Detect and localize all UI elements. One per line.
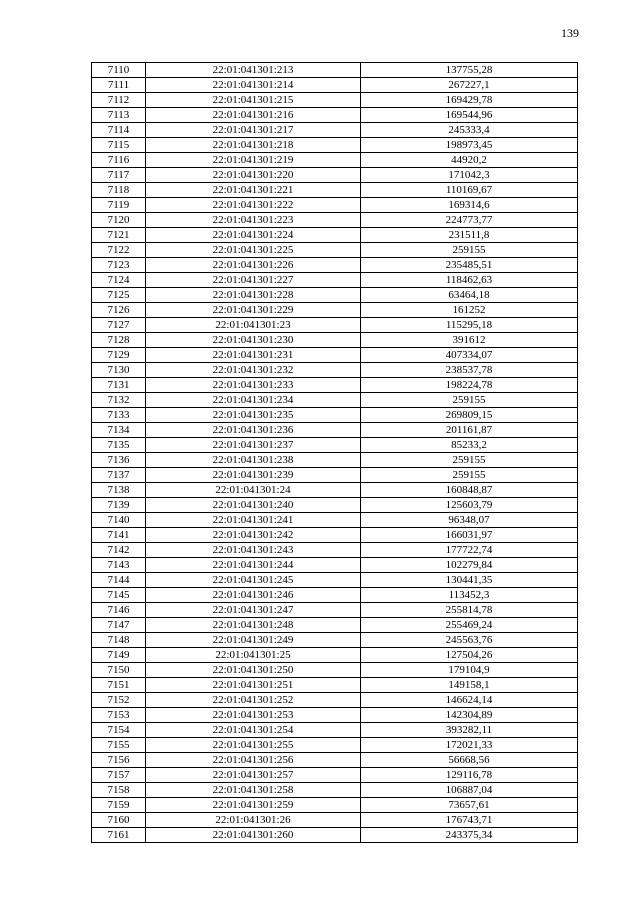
row-number-cell: 7150 xyxy=(92,663,146,678)
table-row xyxy=(92,318,578,333)
cadastral-number-cell: 22:01:041301:23 xyxy=(146,318,361,333)
value-cell: 96348,07 xyxy=(361,513,578,528)
row-number-cell: 7111 xyxy=(92,78,146,93)
table-row xyxy=(92,63,578,78)
row-number-cell: 7152 xyxy=(92,693,146,708)
cadastral-number-cell: 22:01:041301:231 xyxy=(146,348,361,363)
row-number-cell: 7118 xyxy=(92,183,146,198)
table-row xyxy=(92,783,578,798)
value-cell: 137755,28 xyxy=(361,63,578,78)
row-number-cell: 7125 xyxy=(92,288,146,303)
table-row xyxy=(92,333,578,348)
table-row xyxy=(92,678,578,693)
cadastral-number-cell: 22:01:041301:219 xyxy=(146,153,361,168)
cadastral-number-cell: 22:01:041301:244 xyxy=(146,558,361,573)
cadastral-number-cell: 22:01:041301:252 xyxy=(146,693,361,708)
table-row xyxy=(92,423,578,438)
value-cell: 85233,2 xyxy=(361,438,578,453)
table-row xyxy=(92,168,578,183)
cadastral-number-cell: 22:01:041301:227 xyxy=(146,273,361,288)
row-number-cell: 7133 xyxy=(92,408,146,423)
row-number-cell: 7127 xyxy=(92,318,146,333)
cadastral-number-cell: 22:01:041301:217 xyxy=(146,123,361,138)
row-number-cell: 7140 xyxy=(92,513,146,528)
row-number-cell: 7126 xyxy=(92,303,146,318)
row-number-cell: 7156 xyxy=(92,753,146,768)
row-number-cell: 7117 xyxy=(92,168,146,183)
row-number-cell: 7132 xyxy=(92,393,146,408)
cadastral-number-cell: 22:01:041301:241 xyxy=(146,513,361,528)
row-number-cell: 7138 xyxy=(92,483,146,498)
cadastral-number-cell: 22:01:041301:213 xyxy=(146,63,361,78)
page-number: 139 xyxy=(561,26,579,40)
table-row xyxy=(92,303,578,318)
table-row xyxy=(92,348,578,363)
table-row xyxy=(92,483,578,498)
table-row xyxy=(92,273,578,288)
cadastral-number-cell: 22:01:041301:226 xyxy=(146,258,361,273)
table-row xyxy=(92,198,578,213)
cadastral-number-cell: 22:01:041301:223 xyxy=(146,213,361,228)
row-number-cell: 7149 xyxy=(92,648,146,663)
table-row xyxy=(92,288,578,303)
value-cell: 110169,67 xyxy=(361,183,578,198)
table-row xyxy=(92,408,578,423)
cadastral-number-cell: 22:01:041301:260 xyxy=(146,828,361,843)
table-row xyxy=(92,768,578,783)
row-number-cell: 7114 xyxy=(92,123,146,138)
value-cell: 269809,15 xyxy=(361,408,578,423)
table-row xyxy=(92,213,578,228)
cadastral-number-cell: 22:01:041301:239 xyxy=(146,468,361,483)
cadastral-number-cell: 22:01:041301:229 xyxy=(146,303,361,318)
cadastral-number-cell: 22:01:041301:249 xyxy=(146,633,361,648)
row-number-cell: 7145 xyxy=(92,588,146,603)
cadastral-number-cell: 22:01:041301:224 xyxy=(146,228,361,243)
value-cell: 56668,56 xyxy=(361,753,578,768)
cadastral-number-cell: 22:01:041301:257 xyxy=(146,768,361,783)
value-cell: 407334,07 xyxy=(361,348,578,363)
table-row xyxy=(92,573,578,588)
table-row xyxy=(92,738,578,753)
cadastral-number-cell: 22:01:041301:24 xyxy=(146,483,361,498)
value-cell: 161252 xyxy=(361,303,578,318)
row-number-cell: 7115 xyxy=(92,138,146,153)
value-cell: 176743,71 xyxy=(361,813,578,828)
cadastral-number-cell: 22:01:041301:25 xyxy=(146,648,361,663)
value-cell: 102279,84 xyxy=(361,558,578,573)
table-row xyxy=(92,468,578,483)
row-number-cell: 7130 xyxy=(92,363,146,378)
row-number-cell: 7128 xyxy=(92,333,146,348)
value-cell: 106887,04 xyxy=(361,783,578,798)
row-number-cell: 7123 xyxy=(92,258,146,273)
cadastral-number-cell: 22:01:041301:248 xyxy=(146,618,361,633)
value-cell: 160848,87 xyxy=(361,483,578,498)
table-row xyxy=(92,228,578,243)
table-row xyxy=(92,123,578,138)
value-cell: 142304,89 xyxy=(361,708,578,723)
row-number-cell: 7139 xyxy=(92,498,146,513)
row-number-cell: 7142 xyxy=(92,543,146,558)
row-number-cell: 7113 xyxy=(92,108,146,123)
cadastral-number-cell: 22:01:041301:256 xyxy=(146,753,361,768)
value-cell: 171042,3 xyxy=(361,168,578,183)
row-number-cell: 7155 xyxy=(92,738,146,753)
row-number-cell: 7119 xyxy=(92,198,146,213)
table-row xyxy=(92,498,578,513)
cadastral-number-cell: 22:01:041301:246 xyxy=(146,588,361,603)
table-row xyxy=(92,663,578,678)
cadastral-number-cell: 22:01:041301:218 xyxy=(146,138,361,153)
cadastral-number-cell: 22:01:041301:225 xyxy=(146,243,361,258)
value-cell: 231511,8 xyxy=(361,228,578,243)
table-row xyxy=(92,363,578,378)
value-cell: 243375,34 xyxy=(361,828,578,843)
cadastral-number-cell: 22:01:041301:255 xyxy=(146,738,361,753)
row-number-cell: 7135 xyxy=(92,438,146,453)
table-row xyxy=(92,183,578,198)
value-cell: 118462,63 xyxy=(361,273,578,288)
row-number-cell: 7159 xyxy=(92,798,146,813)
cadastral-number-cell: 22:01:041301:259 xyxy=(146,798,361,813)
cadastral-number-cell: 22:01:041301:245 xyxy=(146,573,361,588)
value-cell: 255469,24 xyxy=(361,618,578,633)
cadastral-number-cell: 22:01:041301:230 xyxy=(146,333,361,348)
cadastral-number-cell: 22:01:041301:237 xyxy=(146,438,361,453)
table-row xyxy=(92,513,578,528)
row-number-cell: 7122 xyxy=(92,243,146,258)
table-row xyxy=(92,243,578,258)
value-cell: 73657,61 xyxy=(361,798,578,813)
row-number-cell: 7137 xyxy=(92,468,146,483)
table-row xyxy=(92,753,578,768)
table-row xyxy=(92,693,578,708)
table-row xyxy=(92,393,578,408)
table-row xyxy=(92,648,578,663)
value-cell: 169544,96 xyxy=(361,108,578,123)
value-cell: 172021,33 xyxy=(361,738,578,753)
cadastral-number-cell: 22:01:041301:254 xyxy=(146,723,361,738)
cadastral-number-cell: 22:01:041301:221 xyxy=(146,183,361,198)
value-cell: 393282,11 xyxy=(361,723,578,738)
value-cell: 259155 xyxy=(361,243,578,258)
cadastral-number-cell: 22:01:041301:250 xyxy=(146,663,361,678)
cadastral-number-cell: 22:01:041301:216 xyxy=(146,108,361,123)
table-row xyxy=(92,153,578,168)
cadastral-number-cell: 22:01:041301:253 xyxy=(146,708,361,723)
row-number-cell: 7146 xyxy=(92,603,146,618)
cadastral-number-cell: 22:01:041301:247 xyxy=(146,603,361,618)
row-number-cell: 7143 xyxy=(92,558,146,573)
row-number-cell: 7154 xyxy=(92,723,146,738)
table-row xyxy=(92,708,578,723)
value-cell: 44920,2 xyxy=(361,153,578,168)
value-cell: 169314,6 xyxy=(361,198,578,213)
cadastral-number-cell: 22:01:041301:238 xyxy=(146,453,361,468)
value-cell: 125603,79 xyxy=(361,498,578,513)
value-cell: 169429,78 xyxy=(361,93,578,108)
cadastral-number-cell: 22:01:041301:215 xyxy=(146,93,361,108)
table-body xyxy=(92,63,578,843)
table-row xyxy=(92,108,578,123)
value-cell: 179104,9 xyxy=(361,663,578,678)
row-number-cell: 7144 xyxy=(92,573,146,588)
table-row xyxy=(92,633,578,648)
table-row xyxy=(92,93,578,108)
row-number-cell: 7121 xyxy=(92,228,146,243)
value-cell: 245563,76 xyxy=(361,633,578,648)
value-cell: 115295,18 xyxy=(361,318,578,333)
cadastral-number-cell: 22:01:041301:242 xyxy=(146,528,361,543)
cadastral-number-cell: 22:01:041301:228 xyxy=(146,288,361,303)
value-cell: 198973,45 xyxy=(361,138,578,153)
row-number-cell: 7110 xyxy=(92,63,146,78)
table-row xyxy=(92,78,578,93)
table-row xyxy=(92,813,578,828)
value-cell: 127504,26 xyxy=(361,648,578,663)
value-cell: 166031,97 xyxy=(361,528,578,543)
cadastral-number-cell: 22:01:041301:222 xyxy=(146,198,361,213)
row-number-cell: 7157 xyxy=(92,768,146,783)
row-number-cell: 7116 xyxy=(92,153,146,168)
table-row xyxy=(92,723,578,738)
value-cell: 149158,1 xyxy=(361,678,578,693)
row-number-cell: 7124 xyxy=(92,273,146,288)
row-number-cell: 7134 xyxy=(92,423,146,438)
cadastral-number-cell: 22:01:041301:236 xyxy=(146,423,361,438)
table-row xyxy=(92,798,578,813)
row-number-cell: 7151 xyxy=(92,678,146,693)
cadastral-number-cell: 22:01:041301:240 xyxy=(146,498,361,513)
cadastral-number-cell: 22:01:041301:26 xyxy=(146,813,361,828)
value-cell: 177722,74 xyxy=(361,543,578,558)
table-row xyxy=(92,138,578,153)
row-number-cell: 7148 xyxy=(92,633,146,648)
value-cell: 267227,1 xyxy=(361,78,578,93)
cadastral-number-cell: 22:01:041301:220 xyxy=(146,168,361,183)
value-cell: 130441,35 xyxy=(361,573,578,588)
table-row xyxy=(92,618,578,633)
table-row xyxy=(92,558,578,573)
row-number-cell: 7160 xyxy=(92,813,146,828)
cadastral-number-cell: 22:01:041301:232 xyxy=(146,363,361,378)
cadastral-number-cell: 22:01:041301:258 xyxy=(146,783,361,798)
table-row xyxy=(92,453,578,468)
cadastral-number-cell: 22:01:041301:233 xyxy=(146,378,361,393)
table-row xyxy=(92,258,578,273)
cadastral-number-cell: 22:01:041301:251 xyxy=(146,678,361,693)
value-cell: 63464,18 xyxy=(361,288,578,303)
value-cell: 255814,78 xyxy=(361,603,578,618)
cadastral-number-cell: 22:01:041301:234 xyxy=(146,393,361,408)
row-number-cell: 7129 xyxy=(92,348,146,363)
value-cell: 113452,3 xyxy=(361,588,578,603)
table-row xyxy=(92,543,578,558)
row-number-cell: 7120 xyxy=(92,213,146,228)
cadastral-number-cell: 22:01:041301:235 xyxy=(146,408,361,423)
table-row xyxy=(92,828,578,843)
row-number-cell: 7112 xyxy=(92,93,146,108)
row-number-cell: 7153 xyxy=(92,708,146,723)
value-cell: 245333,4 xyxy=(361,123,578,138)
value-cell: 238537,78 xyxy=(361,363,578,378)
row-number-cell: 7158 xyxy=(92,783,146,798)
cadastral-number-cell: 22:01:041301:214 xyxy=(146,78,361,93)
cadastral-number-cell: 22:01:041301:243 xyxy=(146,543,361,558)
table-row xyxy=(92,588,578,603)
value-cell: 391612 xyxy=(361,333,578,348)
row-number-cell: 7141 xyxy=(92,528,146,543)
value-cell: 201161,87 xyxy=(361,423,578,438)
table-row xyxy=(92,438,578,453)
row-number-cell: 7161 xyxy=(92,828,146,843)
value-cell: 146624,14 xyxy=(361,693,578,708)
value-cell: 259155 xyxy=(361,393,578,408)
table-row xyxy=(92,378,578,393)
value-cell: 259155 xyxy=(361,453,578,468)
value-cell: 235485,51 xyxy=(361,258,578,273)
value-cell: 129116,78 xyxy=(361,768,578,783)
row-number-cell: 7147 xyxy=(92,618,146,633)
row-number-cell: 7131 xyxy=(92,378,146,393)
value-cell: 224773,77 xyxy=(361,213,578,228)
value-cell: 198224,78 xyxy=(361,378,578,393)
table-row xyxy=(92,528,578,543)
row-number-cell: 7136 xyxy=(92,453,146,468)
parcel-table xyxy=(91,62,578,843)
table-row xyxy=(92,603,578,618)
value-cell: 259155 xyxy=(361,468,578,483)
